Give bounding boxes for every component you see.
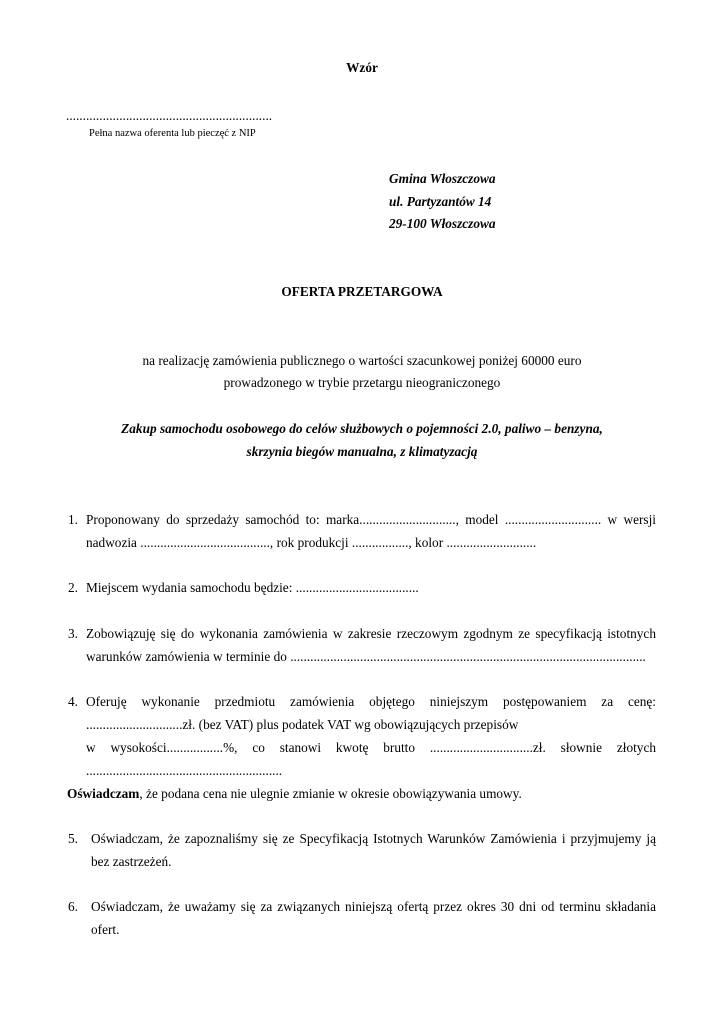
item-3-line-2: warunków zamówienia w terminie do ........................................................................................................... — [86, 649, 646, 664]
offeror-dots: .............................................................. — [66, 108, 273, 123]
item-1-line-1: Proponowany do sprzedaży samochód to: marka............................., model ............................. w wersji — [86, 512, 656, 527]
item-4-line-1: Oferuję wykonanie przedmiotu zamówienia objętego niniejszym postępowaniem za cenę: — [86, 694, 656, 709]
item-4-line-2: .............................zł. (bez VAT) plus podatek VAT wg obowiązujących przepisów — [86, 717, 519, 732]
item-1-line-2: nadwozia ......................................., rok produkcji ................., kolor ........................... — [86, 535, 537, 550]
subject-line-1: Zakup samochodu osobowego do celów służbowych o pojemności 2.0, paliwo – benzyna, — [121, 421, 603, 436]
item-4-line-4: ........................................................... — [86, 763, 283, 778]
item-2-line-1: Miejscem wydania samochodu będzie: ..................................... — [86, 580, 419, 595]
item-6-line-1: Oświadczam, że uważamy się za związanych niniejszą ofertą przez okres 30 dni od terminu składania — [91, 899, 656, 914]
item-5-line-2: bez zastrzeżeń. — [91, 854, 172, 869]
document-title: Wzór — [346, 60, 378, 75]
item-2-number: 2. — [68, 580, 78, 595]
item-4-line-3: w wysokości.................%, co stanowi kwotę brutto ...............................zł. słownie złotych — [86, 740, 656, 755]
offeror-caption: Pełna nazwa oferenta lub pieczęć z NIP — [89, 128, 256, 139]
item-5-number: 5. — [68, 831, 78, 846]
recipient-line-3: 29-100 Włoszczowa — [389, 216, 496, 231]
item-3-line-1: Zobowiązuję się do wykonania zamówienia w zakresie rzeczowym zgodnym ze specyfikacją istotnych — [86, 626, 656, 641]
item-5-line-1: Oświadczam, że zapoznaliśmy się ze Specyfikacją Istotnych Warunków Zamówienia i przyjmujemy ją — [91, 831, 656, 846]
item-6-line-2: ofert. — [91, 922, 120, 937]
item-1-number: 1. — [68, 512, 78, 527]
intro-line-2: prowadzonego w trybie przetargu nieograniczonego — [223, 375, 501, 390]
item-4-number: 4. — [68, 694, 78, 709]
offer-heading: OFERTA PRZETARGOWA — [281, 284, 443, 299]
intro-line-1: na realizację zamówienia publicznego o wartości szacunkowej poniżej 60000 euro — [142, 353, 582, 368]
item-6-number: 6. — [68, 899, 78, 914]
price-declaration — [67, 786, 522, 802]
item-3-number: 3. — [68, 626, 78, 641]
subject-line-2: skrzynia biegów manualna, z klimatyzacją — [246, 444, 478, 459]
recipient-line-1: Gmina Włoszczowa — [389, 171, 496, 186]
declaration-bold: Oświadczam — [67, 786, 140, 801]
recipient-line-2: ul. Partyzantów 14 — [389, 194, 492, 209]
declaration-rest: , że podana cena nie ulegnie zmianie w okresie obowiązywania umowy. — [139, 786, 522, 801]
